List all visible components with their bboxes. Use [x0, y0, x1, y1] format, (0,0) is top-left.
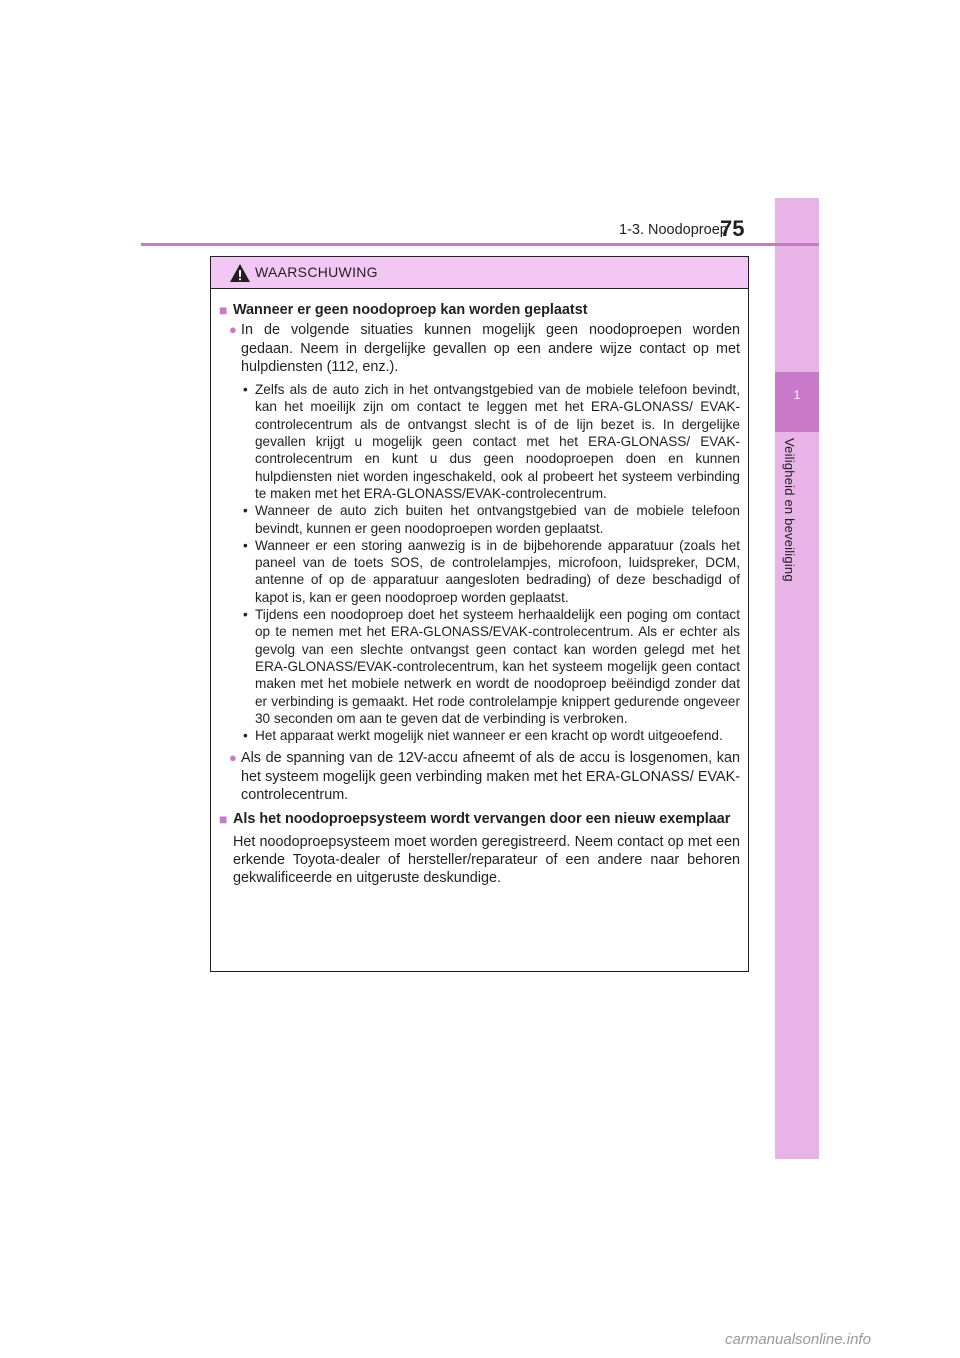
- section-title: 1-3. Noodoproep: [619, 222, 728, 238]
- warning-body: [211, 289, 748, 888]
- chapter-side-tab: [775, 198, 819, 1159]
- dot-bullet-icon: •: [243, 503, 248, 519]
- section-heading: ■ Als het noodoproepsysteem wordt vervangen door een nieuw exemplaar: [219, 811, 731, 828]
- chapter-number: 1: [793, 388, 801, 402]
- list-item: ● In de volgende situaties kunnen mogelijk geen noodoproepen worden gedaan. Neem in dergelijke gevallen op een andere wijze contact op met hulpdiensten (112, enz.).: [219, 321, 740, 376]
- dot-bullet-icon: •: [243, 382, 248, 398]
- warning-triangle-icon: [229, 263, 251, 283]
- chapter-label: Veiligheid en beveiliging: [782, 438, 797, 582]
- sub-list-item: • Wanneer er een storing aanwezig is in de bijbehorende apparatuur (zoals het paneel van de toets SOS, de controlelampjes, microfoon, luidspreker, DCM, antenne of op de apparatuur aangesloten bedrading) of deze beschadigd of kapot is, kan er geen noodoproep worden geplaatst.: [219, 537, 740, 606]
- sub-list-item: • Het apparaat werkt mogelijk niet wanneer er een kracht op wordt uitgeoefend.: [219, 727, 740, 744]
- watermark: carmanualsonline.info: [725, 1331, 871, 1348]
- paragraph: Het noodoproepsysteem moet worden geregistreerd. Neem contact op met een erkende Toyota-dealer of hersteller/reparateur of een andere naar behoren gekwalificeerde en uitgeruste deskundige.: [233, 833, 740, 887]
- sub-list-item: • Tijdens een noodoproep doet het systeem herhaaldelijk een poging om contact op te nemen met het ERA-GLONASS/EVAK-controlecentrum. Als er echter als gevolg van een slechte ontvangst geen contact kan worden gelegd met het ERA-GLONASS/EVAK-controlecentrum, kan het systeem mogelijk geen contact maken met het mobiele netwerk en wordt de noodoproep beëindigd zonder dat er verbinding is gemaakt. Het rode controlelampje knippert gedurende ongeveer 30 seconden om aan te geven dat de verbinding is verbroken.: [219, 606, 740, 727]
- list-item: ● Als de spanning van de 12V-accu afneemt of als de accu is losgenomen, kan het systeem mogelijk geen verbinding maken met het ERA-GLONASS/ EVAK-controlecentrum.: [219, 749, 740, 804]
- chapter-tab-active-marker: [775, 372, 819, 432]
- square-bullet-icon: ■: [219, 302, 228, 318]
- section-heading: ■ Wanneer er geen noodoproep kan worden geplaatst: [219, 302, 588, 318]
- square-bullet-icon: ■: [219, 811, 228, 828]
- circle-bullet-icon: ●: [229, 750, 237, 766]
- sub-list-item: • Zelfs als de auto zich in het ontvangstgebied van de mobiele telefoon bevindt, kan het moeilijk zijn om contact te leggen met het ERA-GLONASS/ EVAK-controlecentrum als de ontvangst slecht is of de lijn bezet is. In dergelijke gevallen krijgt u mogelijk geen contact met het ERA-GLONASS/ EVAK-controlecentrum en kunt u dus geen noodoproepen doen en kunnen hulpdiensten niet worden ingeschakeld, ook al probeert het systeem verbinding te maken met het ERA-GLONASS/EVAK-controlecentrum.: [219, 381, 740, 502]
- sub-list: [219, 381, 740, 744]
- page-number: 75: [720, 216, 745, 241]
- warning-title: WAARSCHUWING: [255, 264, 378, 280]
- dot-bullet-icon: •: [243, 728, 248, 744]
- dot-bullet-icon: •: [243, 537, 248, 553]
- dot-bullet-icon: •: [243, 607, 248, 623]
- warning-box: [210, 256, 749, 972]
- circle-bullet-icon: ●: [229, 322, 237, 338]
- header-rule: [141, 243, 819, 246]
- sub-list-item: • Wanneer de auto zich buiten het ontvangstgebied van de mobiele telefoon bevindt, kunnen er geen noodoproepen worden geplaatst.: [219, 502, 740, 537]
- warning-header: [211, 257, 748, 289]
